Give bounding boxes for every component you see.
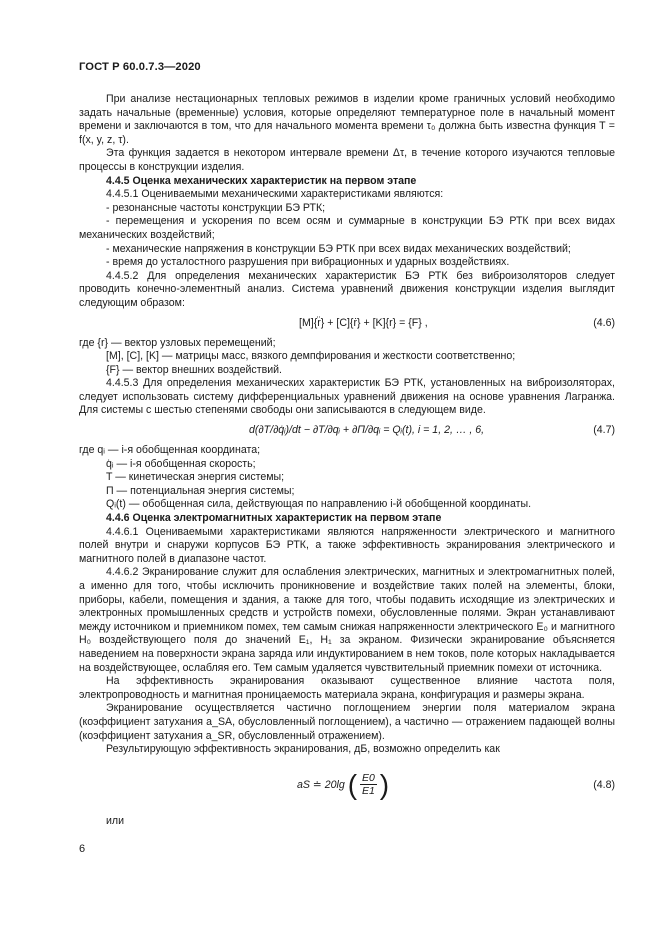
list-item: - резонансные частоты конструкции БЭ РТК; [106,201,326,214]
fraction-denominator: E1 [361,785,375,798]
document-body [79,93,615,828]
equation-4-8-number: (4.8) [593,778,615,791]
where-line: Qᵢ(t) — обобщенная сила, действующая по направлению i-й обобщенной координаты. [106,498,532,511]
paragraph-4-4-5-1: 4.4.5.1 Оцениваемыми механическими характеристиками являются: [106,188,444,201]
page-number: 6 [79,843,86,855]
equation-4-8-lhs: aS ≐ 20lg [297,778,345,791]
paragraph-4-4-5-3: 4.4.5.3 Для определения механических характеристик БЭ РТК, установленных на виброизоляторах, следует использовать систему дифференциальных уравнений движения на основе уравнения Лагранжа. Для системы с шестью степенями свободы они записываются в следующем виде. [79,377,615,417]
list-item: - перемещения и ускорения по всем осям и суммарные в конструкции БЭ РТК при всех видах механических воздействий; [79,215,615,241]
section-heading-4-4-5: 4.4.5 Оценка механических характеристик на первом этапе [106,174,417,187]
equation-4-6-number: (4.6) [593,316,615,329]
paragraph-or: или [106,814,125,827]
paragraph-4-4-5-2: 4.4.5.2 Для определения механических характеристик БЭ РТК без виброизоляторов следует проводить конечно-элементный анализ. Система уравнений движения конструкции изделия выглядит следующим образом: [79,269,615,309]
standard-header: ГОСТ Р 60.0.7.3—2020 [79,61,201,73]
where-line: П — потенциальная энергия системы; [106,484,295,497]
list-item: - время до усталостного разрушения при вибрационных и ударных воздействиях. [106,256,510,269]
where-line: [M], [C], [K] — матрицы масс, вязкого демпфирования и жесткости соответственно; [106,350,516,363]
equation-4-8 [79,767,615,807]
left-paren: ( [347,768,358,800]
paragraph-4-4-6-1: 4.4.6.1 Оцениваемыми характеристиками являются напряженности электрического и магнитного полей внутри и снаружи корпусов БЭ РТК, а также эффективность экранирования электрического и магнитного полей в диапазоне частот. [79,525,615,565]
section-heading-4-4-6: 4.4.6 Оценка электромагнитных характеристик на первом этапе [106,512,442,525]
where-line: где {r} — вектор узловых перемещений; [79,336,276,349]
equation-4-7-number: (4.7) [593,424,615,437]
where-line: T — кинетическая энергия системы; [106,471,285,484]
paragraph-absorption-reflection: Экранирование осуществляется частично поглощением энергии поля материалом экрана (коэффициент затухания a_SA, обусловленный поглощением), а частично — отражением падающей волны (коэффициент затухания a_SR, обусловленный отражением). [79,702,615,742]
paragraph-4-4-6-2: 4.4.6.2 Экранирование служит для ослабления электрических, магнитных и электромагнитных полей, а именно для того, чтобы исключить проникновение и воздействие таких полей на элементы, блоки, приборы, кабели, помещения и здания, а также для того, чтобы подавить исходящие из электрических и электронных промышленных средств и устройств помехи, обусловленные полями. Экран устанавливают между источником и приемником помех, тем самым снижая напряженности электрического E₀ и магнитного H₀ воздействующего поля до значений E₁, H₁ за экраном. Физически экранирование объясняется наведением на поверхности экрана заряда или индуктированием в нем токов, поле которых накладывается на воздействующее, ослабляя его. Тем самым удаляется чувствительный приемник помехи от источника. [79,566,615,674]
equation-4-6-expression: [M]{r̈} + [C]{ṙ} + [K]{r} = {F} , [299,316,428,329]
equation-4-8-expression [297,768,390,800]
where-line: q̇ᵢ — i-я обобщенная скорость; [106,457,256,470]
where-line: {F} — вектор внешних воздействий. [106,363,282,376]
paragraph-resulting-efficiency: Результирующую эффективность экранирования, дБ, возможно определить как [106,743,500,756]
fraction-numerator: E0 [361,772,375,785]
paragraph-initial-conditions: При анализе нестационарных тепловых режимов в изделии кроме граничных условий необходимо задать начальные (временные) условия, которые определяют температурное поле в начальный момент времени и заключаются в том, что для начального момента времени τ₀ должна быть известна функция T = f(x, y, z, τ). [79,93,615,146]
list-item: - механические напряжения в конструкции БЭ РТК при всех видах механических воздействий; [106,242,571,255]
equation-4-6 [79,317,615,334]
where-line: где qᵢ — i-я обобщенная координата; [79,444,261,457]
paragraph-time-interval: Эта функция задается в некотором интервале времени Δτ, в течение которого изучаются тепловые процессы в конструкции изделия. [79,147,615,173]
equation-4-7 [79,424,615,441]
equation-4-8-fraction [360,772,377,797]
right-paren: ) [379,768,390,800]
paragraph-shielding-factors: На эффективность экранирования оказывают существенное влияние частота поля, электропроводность и магнитная проницаемость материала экрана, конфигурация и размеры экрана. [79,675,615,701]
equation-4-7-expression: d(∂T/∂q̇ᵢ)/dt − ∂T/∂qᵢ + ∂П/∂qᵢ = Qᵢ(t), i = 1, 2, … , 6, [249,424,485,437]
